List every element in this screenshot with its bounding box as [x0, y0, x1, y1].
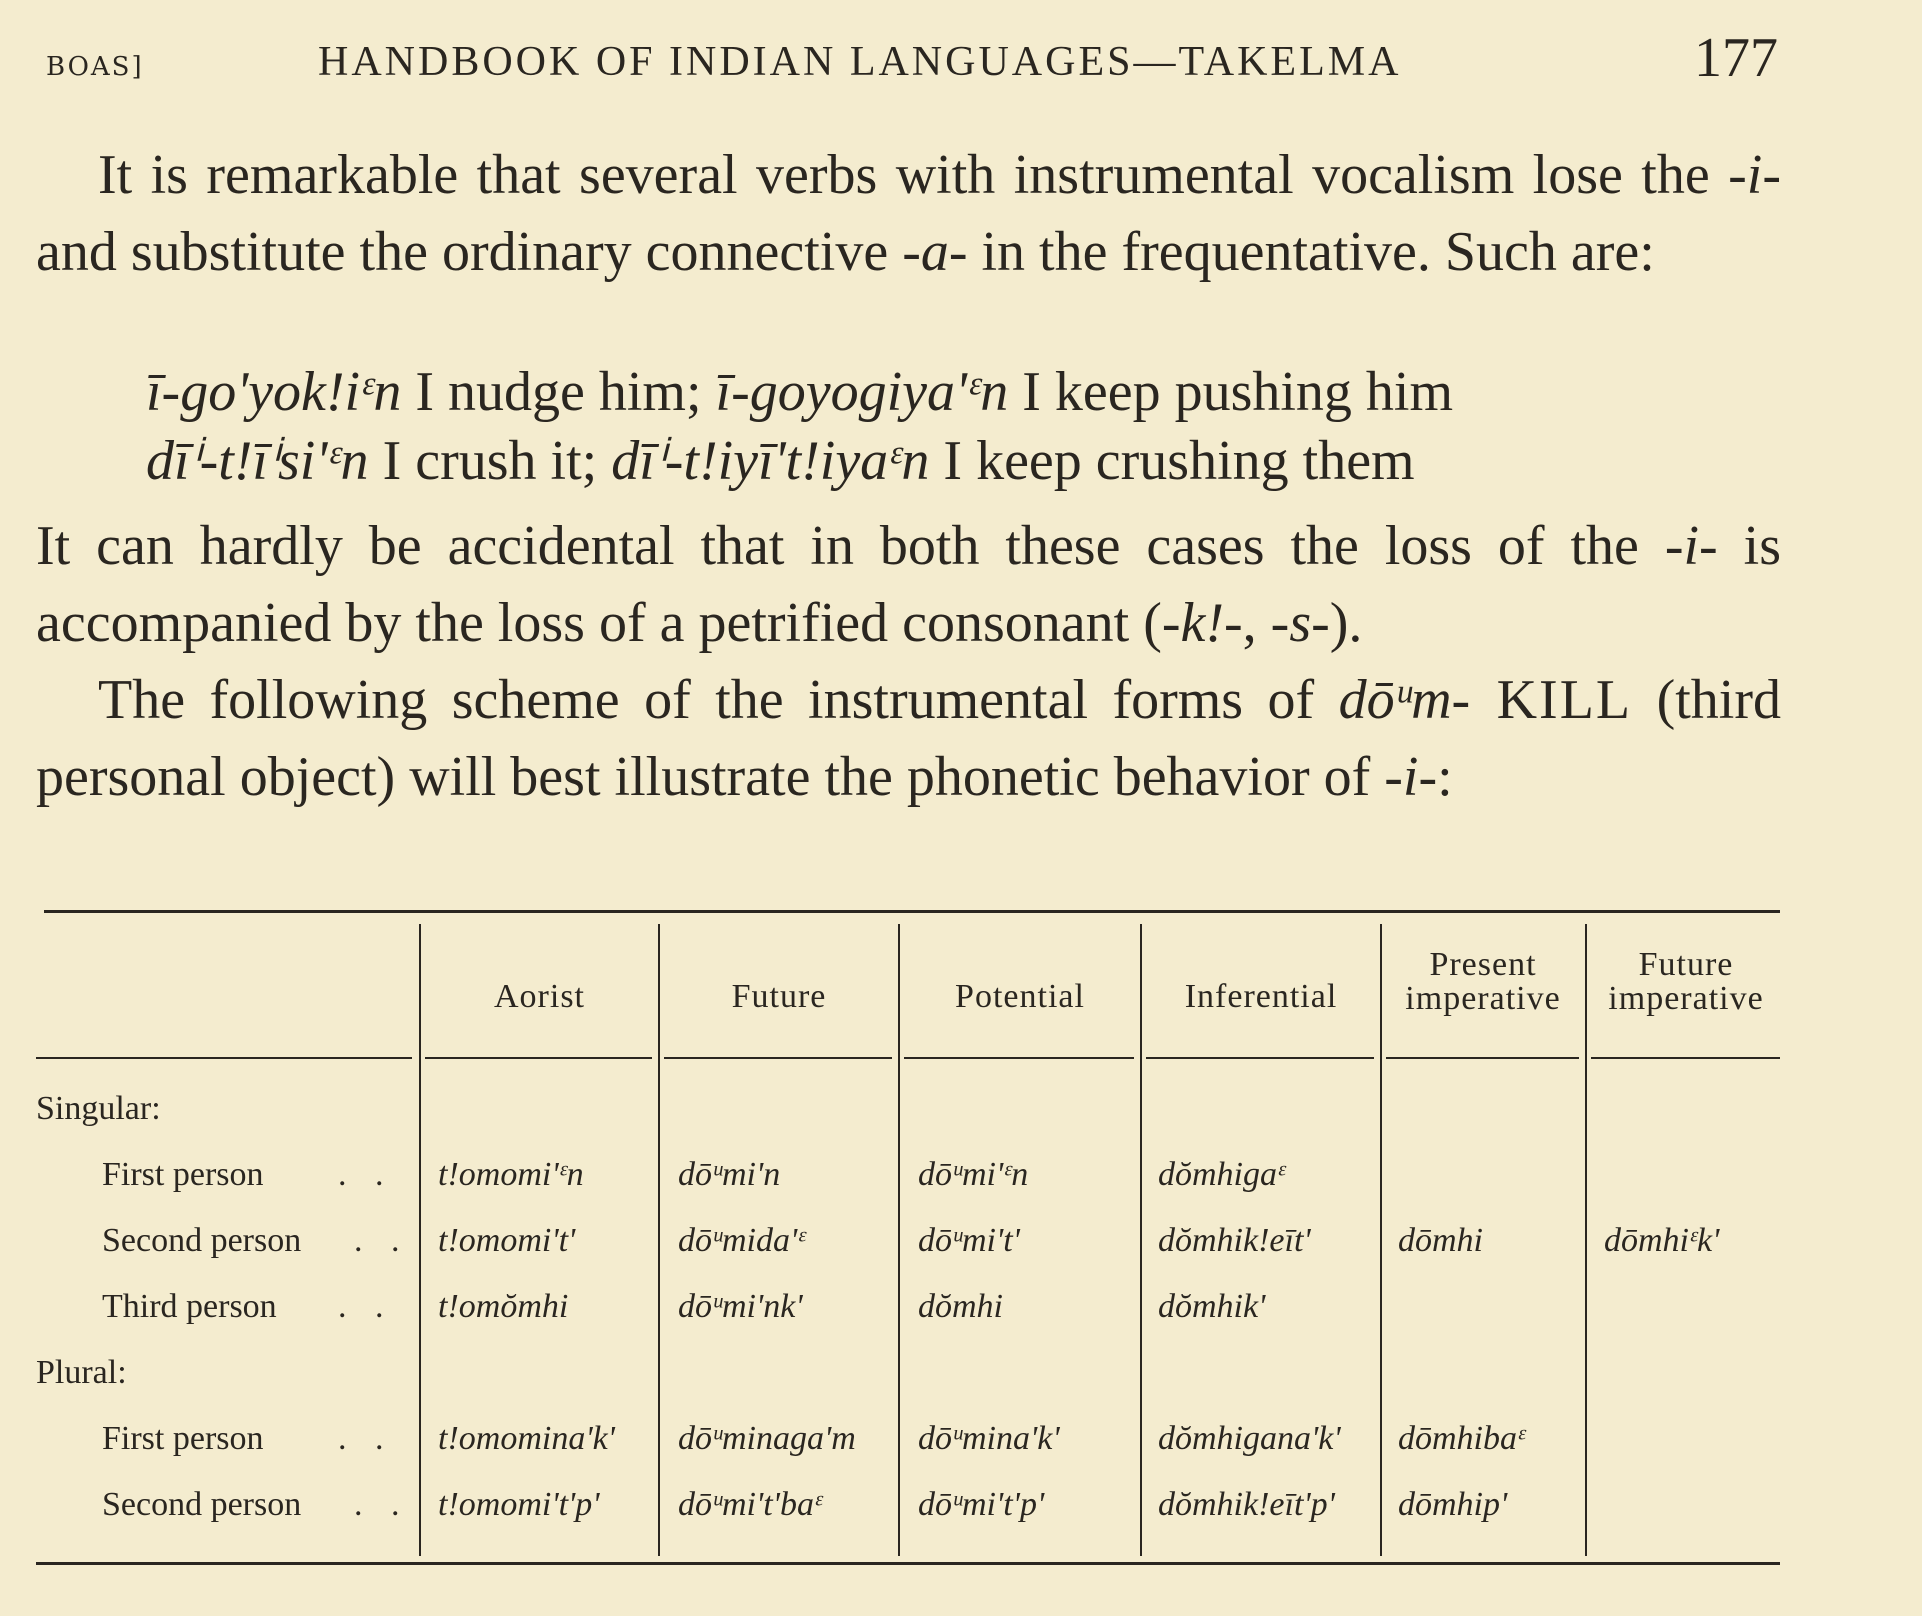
example-form: ī-goyogiya'ᵋn: [715, 361, 1009, 423]
table-cell: t!omomina'k': [438, 1420, 615, 1457]
table-cell: dōᵘmi'ᵋn: [918, 1156, 1029, 1193]
example-line-1: [146, 360, 1453, 424]
header-underline: [1146, 1057, 1374, 1059]
table-cell: dŏmhi: [918, 1288, 1003, 1325]
example-gloss: I crush it;: [368, 430, 612, 492]
example-form: dīⁱ-t!iyī't!iyaᵋn: [611, 430, 930, 492]
example-form: ī-go'yok!iᵋn: [146, 361, 402, 423]
italic-run: -i-: [1384, 746, 1438, 808]
header-underline: [1386, 1057, 1579, 1059]
paragraph-1: [36, 137, 1781, 291]
text-run: and substitute the ordinary connective: [36, 221, 903, 283]
example-gloss: I keep pushing him: [1008, 361, 1454, 423]
small-caps-run: KILL: [1470, 669, 1633, 731]
header-underline: [904, 1057, 1134, 1059]
column-divider: [1140, 924, 1142, 1556]
column-header-aorist: Aorist: [494, 978, 585, 1015]
italic-run: -a-: [902, 221, 968, 283]
table-cell: dŏmhik!eīt': [1158, 1222, 1311, 1259]
leader-dots: . .: [354, 1222, 410, 1259]
table-cell: dōᵘmi'n: [678, 1156, 781, 1193]
running-header: [0, 27, 1922, 100]
italic-run: -s-: [1270, 592, 1330, 654]
row-label: First person: [102, 1420, 264, 1457]
table-cell: dōᵘminaga'm: [678, 1420, 856, 1457]
leader-dots: . .: [354, 1486, 410, 1523]
table-cell: dōmhiᵋk': [1604, 1222, 1720, 1259]
text-run: It can hardly be accidental that in both these cases the loss of the: [36, 515, 1665, 577]
running-title: HANDBOOK OF INDIAN LANGUAGES—TAKELMA: [318, 39, 1402, 85]
column-header-potential: Potential: [955, 978, 1085, 1015]
table-cell: dŏmhigana'k': [1158, 1420, 1341, 1457]
table-cell: dōᵘmi't'p': [918, 1486, 1045, 1523]
row-label: Second person: [102, 1486, 302, 1523]
header-underline: [664, 1057, 892, 1059]
example-line-2: [146, 428, 1415, 493]
column-header-future-imperative: Future imperative: [1608, 946, 1764, 1017]
leader-dots: . .: [338, 1288, 394, 1325]
text-run: ,: [1242, 592, 1271, 654]
row-label: Third person: [102, 1288, 277, 1325]
italic-run: -i-: [1728, 144, 1781, 206]
text-run: The following scheme of the instrumental forms of: [98, 669, 1339, 731]
italic-run: dōᵘm-: [1338, 669, 1471, 731]
row-label: Second person: [102, 1222, 302, 1259]
italic-run: -i-: [1664, 515, 1718, 577]
column-divider: [1380, 924, 1382, 1556]
column-divider: [658, 924, 660, 1556]
table-top-rule: [44, 910, 1780, 913]
text-run: :: [1437, 746, 1453, 808]
table-cell: t!omomi't'p': [438, 1486, 600, 1523]
conjugation-table: [36, 910, 1780, 1565]
paragraph-3: [36, 662, 1781, 816]
italic-run: -k!-: [1161, 592, 1243, 654]
table-cell: t!omomi'ᵋn: [438, 1156, 584, 1193]
column-header-inferential: Inferential: [1184, 978, 1338, 1015]
table-cell: dōᵘmi't'baᵋ: [678, 1486, 822, 1523]
table-cell: dōᵘmida'ᵋ: [678, 1222, 806, 1259]
text-run: ).: [1329, 592, 1363, 654]
header-underline: [36, 1057, 412, 1059]
example-form: dīⁱ-t!īⁱsi'ᵋn: [146, 430, 369, 492]
text-run: (third personal object) will best illustrate the phonetic behavior of: [36, 669, 1781, 808]
column-header-future: Future: [731, 978, 827, 1015]
example-gloss: I nudge him;: [401, 361, 716, 423]
table-cell: t!omomi't': [438, 1222, 576, 1259]
table-cell: dōᵘmi'nk': [678, 1288, 803, 1325]
text-run: is accompanied by the loss of a petrified consonant (: [36, 515, 1781, 654]
header-underline: [1591, 1057, 1780, 1059]
column-header-present-imperative: Present imperative: [1405, 946, 1561, 1017]
table-cell: dŏmhik!eīt'p': [1158, 1486, 1335, 1523]
page-number: 177: [1694, 27, 1778, 89]
paragraph-2: [36, 508, 1781, 662]
table-cell: dōmhibaᵋ: [1398, 1420, 1526, 1457]
column-divider: [419, 924, 421, 1556]
table-cell: dŏmhik': [1158, 1288, 1266, 1325]
table-cell: dŏmhigaᵋ: [1158, 1156, 1286, 1193]
row-label: First person: [102, 1156, 264, 1193]
table-cell: dōᵘmi't': [918, 1222, 1020, 1259]
group-label-plural: Plural:: [36, 1354, 127, 1391]
table-cell: dōmhip': [1398, 1486, 1508, 1523]
table-cell: dōᵘmina'k': [918, 1420, 1060, 1457]
group-label-singular: Singular:: [36, 1090, 161, 1127]
example-gloss: I keep crushing them: [929, 430, 1415, 492]
table-cell: dōmhi: [1398, 1222, 1483, 1259]
text-run: It is remarkable that several verbs with instrumental vocalism lose the: [98, 144, 1729, 206]
table-bottom-rule: [36, 1562, 1780, 1565]
author-tag: BOAS]: [46, 52, 144, 82]
header-underline: [425, 1057, 652, 1059]
leader-dots: . .: [338, 1156, 394, 1193]
leader-dots: . .: [338, 1420, 394, 1457]
column-divider: [898, 924, 900, 1556]
table-cell: t!omŏmhi: [438, 1288, 569, 1325]
text-run: in the frequentative. Such are:: [967, 221, 1655, 283]
column-divider: [1585, 924, 1587, 1556]
